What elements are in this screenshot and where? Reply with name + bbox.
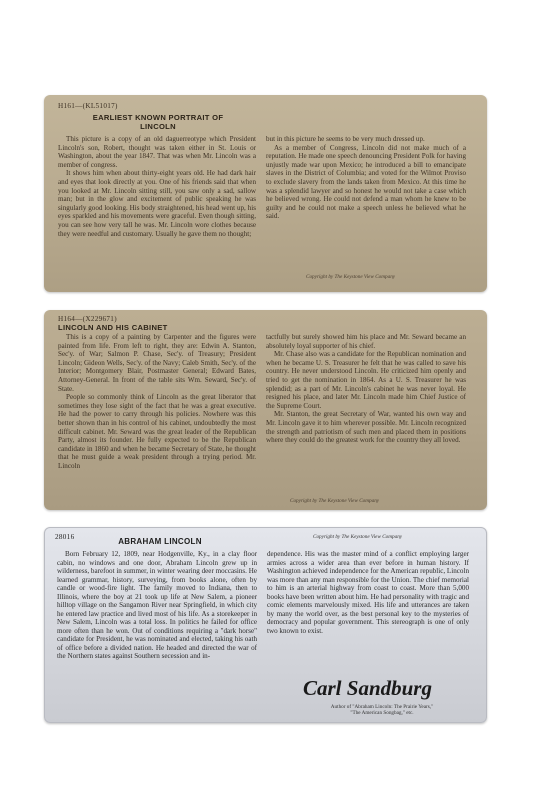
card-title: [95, 537, 225, 546]
left-column-text: [58, 135, 256, 238]
paragraph: Born February 12, 1809, near Hodgenville, Ky., in a clay floor cabin, no windows and one door, Abraham Lincoln grew up in wilderness, barefoot in summer, in winter wearing deer moccasins. He learned grammar, history, surveying, from books alone, often by candle or wood-fire light. The family moved to Indiana, then to Illinois, where the boy at 21 took up life at New Salem, a pioneer hilltop village on the Sangamon River near Springfield, in which city he entered law practice and lived most of his life. As a storekeeper in New Salem, Lincoln was a total loss. In politics he failed for office more often than he won. Out of conditions requiring a "dark horse" candidate for President, he was nominated and elected, taking his oath of office before a divided nation. He headed and directed the war of the Northern states against Southern secession and in-: [57, 550, 257, 660]
left-column-text: [57, 550, 257, 661]
copyright-notice: Copyright by The Keystone View Company: [313, 534, 403, 540]
right-column-text: [267, 550, 469, 635]
catalog-number: 28016: [55, 533, 75, 541]
caption-line: Author of "Abraham Lincoln: The Prairie Years,": [330, 704, 434, 710]
right-column-text: [266, 135, 466, 221]
stereo-card-lincoln-cabinet: [44, 310, 487, 510]
paragraph: This picture is a copy of an old daguerreotype which President Lincoln's son, Robert, thought was taken either in St. Louis or Washington, about the year 1847. That was when Mr. Lincoln was a member of congress.: [58, 135, 256, 169]
paragraph: People so commonly think of Lincoln as the great liberator that sometimes they lose sight of the fact that he was a great executive. He had the power to carry through his policies. Nowhere was this better shown than in his control of his cabinet, undoubtedly the most difficult cabinet. Mr. Seward was the great leader of the Republican Party, almost its founder. He fully expected to be the Republican candidate in 1860 and when he became Secretary of State, he thought that he must guide a weak president through a trying period. Mr. Lincoln: [58, 393, 256, 470]
caption-line: "The American Songbag," etc.: [350, 710, 414, 717]
paragraph: Mr. Chase also was a candidate for the Republican nomination and when he became U. S. Treasurer he felt that he was called to save his country. He never understood Lincoln. He criticized him openly and tried to get the nomination in 1864. As a U. S. Treasurer he was splendid; as a part of Mr. Lincoln's cabinet he was never loyal. He resigned his place, and later Mr. Lincoln made him Chief Justice of the Supreme Court.: [266, 350, 466, 410]
signature-text: Carl Sandburg: [303, 676, 432, 700]
paragraph: Mr. Stanton, the great Secretary of War, wanted his own way and Mr. Lincoln gave it to him wherever possible. Mr. Lincoln recognized the strength and patriotism of such men and placed them in positions where they could do the greatest work for the country they all loved.: [266, 410, 466, 445]
paragraph: This is a copy of a painting by Carpenter and the figures were painted from life. From left to right, they are: Edwin A. Stanton, Sec'y. of War; Salmon P. Chase, Sec'y. of Treasury; President Lincoln; Gideon Wells, Sec'y. of the Navy; Caleb Smith, Sec'y. of the Interior; Montgomery Blair, Postmaster General; Edward Bates, Attorney-General. In front of the table sits Wm. Seward, Sec'y. of State.: [58, 333, 256, 393]
right-column-text: [266, 333, 466, 445]
paragraph: As a member of Congress, Lincoln did not make much of a reputation. He made one speech denouncing President Polk for having unjustly made war upon Mexico; he introduced a bill to emancipate slaves in the District of Columbia; and voted for the Wilmot Proviso to exclude slavery from the lands taken from Mexico. At this time he was a splendid lawyer and so honest he would not take a case which he believed wrong. He could not defend a man whom he knew to be guilty and he could not make a speech unless he believed what he said.: [266, 143, 466, 221]
paragraph: It shows him when about thirty-eight years old. He had dark hair and eyes that look directly at you. One of his friends said that when you looked at Mr. Lincoln sitting still, you saw only a sad, sallow man; but in the glow and excitement of public speaking he was singularly good looking. His body straightened, his head went up, his eyes sparkled and his movements were graceful. Even though sitting, you can see how very tall he was. Mr. Lincoln wore clothes because they were needful and customary. Usually he gave them no thought;: [58, 169, 256, 238]
paragraph: but in this picture he seems to be very much dressed up.: [266, 135, 425, 143]
card-title: [58, 113, 258, 131]
signature-image: [301, 674, 451, 702]
copyright-notice: Copyright by The Keystone View Company: [306, 274, 396, 280]
signature-caption: [297, 704, 467, 716]
title-line: EARLIEST KNOWN PORTRAIT OF: [92, 113, 224, 122]
catalog-number: H161—(KL51017): [58, 102, 118, 110]
left-column-text: [58, 333, 256, 471]
paragraph: tactfully but surely showed him his place and Mr. Seward became an absolutely loyal supporter of his chief.: [266, 333, 466, 350]
stereo-card-abraham-lincoln: [44, 527, 487, 723]
stereo-card-earliest-portrait: [44, 95, 487, 292]
title-line: LINCOLN: [140, 122, 176, 131]
card-title: [58, 323, 218, 332]
copyright-notice: Copyright by The Keystone View Company: [290, 498, 380, 504]
paragraph: dependence. His was the master mind of a conflict employing larger armies across a wider area than ever before in human history. If Washington achieved independence for the American republic, Lincoln was more than any man responsible for the Union. The chief memorial to him is an arterial highway from coast to coast. More than 5,000 books have been written about him. He had personality with tragic and comic elements marvelously mixed. His life and utterances are taken by many the world over, as the best personal key to the mysteries of democracy and popular government. This stereograph is one of only two known to exist.: [267, 550, 469, 635]
catalog-number: H164—(X229671): [58, 315, 117, 323]
title-line: LINCOLN AND HIS CABINET: [58, 323, 168, 332]
title-line: ABRAHAM LINCOLN: [118, 537, 202, 546]
